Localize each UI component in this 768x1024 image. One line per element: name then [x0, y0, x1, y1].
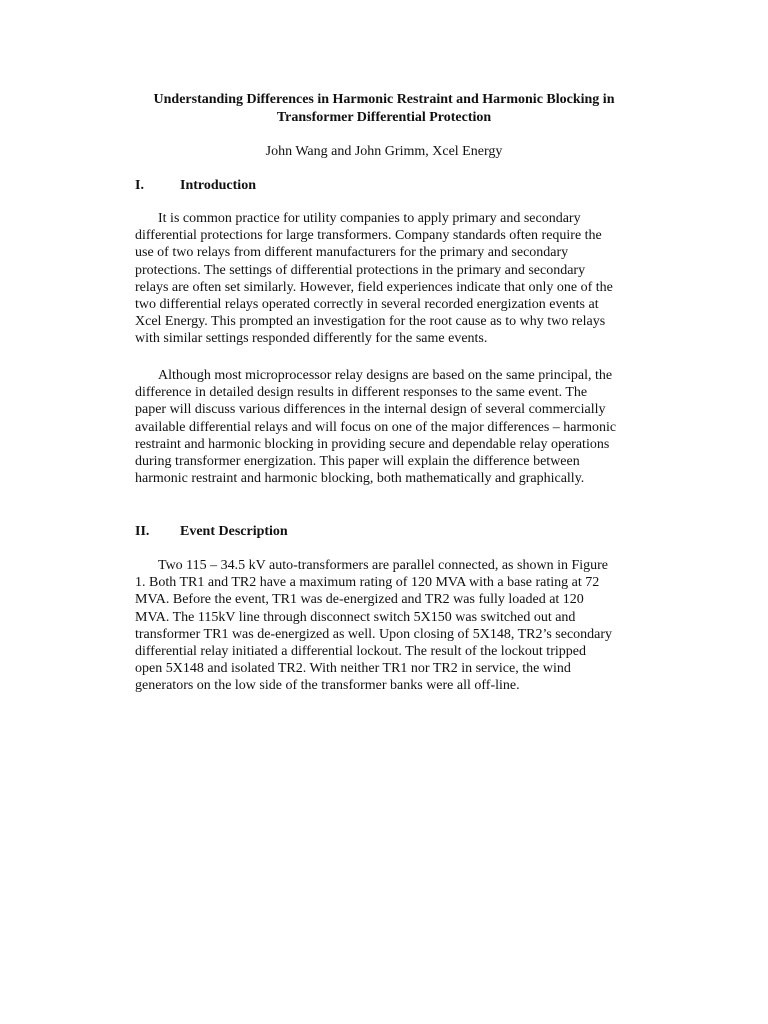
text-line: It is common practice for utility companies to apply primary and secondary: [158, 211, 581, 226]
text-line: during transformer energization. This paper will explain the difference between: [135, 454, 580, 470]
text-line: difference in detailed design results in different responses to the same event. The: [135, 385, 588, 401]
paragraph: [135, 210, 635, 348]
text-line: relays are often set similarly. However, field experiences indicate that only one of the: [135, 279, 613, 295]
section-heading: [135, 523, 288, 541]
text-line: differential relay initiated a differential lockout. The result of the lockout tripped: [135, 644, 586, 660]
text-line: differential protections for large transformers. Company standards often require the: [135, 228, 602, 244]
text-line: Although most microprocessor relay designs are based on the same principal, the: [158, 368, 613, 383]
paragraph: [135, 557, 635, 695]
section-title: Event Description: [180, 524, 288, 539]
text-line: open 5X148 and isolated TR2. With neither TR1 nor TR2 in service, the wind: [135, 661, 571, 677]
text-line: protections. The settings of differential protections in the primary and secondary: [135, 262, 586, 278]
text-line: paper will discuss various differences in the internal design of several commercially: [135, 402, 606, 418]
section-number: I.: [135, 178, 144, 193]
text-line: Two 115 – 34.5 kV auto-transformers are parallel connected, as shown in Figure: [158, 558, 609, 573]
text-line: MVA. Before the event, TR1 was de-energized and TR2 was fully loaded at 120: [135, 592, 584, 608]
text-line: 1. Both TR1 and TR2 have a maximum rating of 120 MVA with a base rating at 72: [135, 575, 600, 591]
text-line: restraint and harmonic blocking in providing secure and dependable relay operations: [135, 436, 610, 452]
title-line: Understanding Differences in Harmonic Restraint and Harmonic Blocking in: [153, 92, 615, 107]
text-line: available differential relays and will focus on one of the major differences – harmonic: [135, 419, 617, 435]
text-line: MVA. The 115kV line through disconnect switch 5X150 was switched out and: [135, 609, 576, 625]
section-title: Introduction: [180, 178, 256, 193]
text-line: with similar settings responded differently for the same events.: [135, 331, 488, 347]
text-line: two differential relays operated correctly in several recorded energization events at: [135, 297, 599, 313]
section-heading: [135, 177, 256, 195]
text-line: generators on the low side of the transformer banks were all off-line.: [135, 678, 520, 694]
text-line: transformer TR1 was de-energized as well. Upon closing of 5X148, TR2’s secondary: [135, 626, 613, 642]
paper-title: [120, 91, 648, 127]
paragraph: [135, 367, 635, 487]
title-line: Transformer Differential Protection: [276, 110, 492, 125]
text-line: harmonic restraint and harmonic blocking, both mathematically and graphically.: [135, 471, 585, 487]
text-line: Xcel Energy. This prompted an investigation for the root cause as to why two relays: [135, 314, 606, 330]
text-line: use of two relays from different manufacturers for the primary and secondary: [135, 245, 569, 261]
section-number: II.: [135, 524, 150, 539]
author-line: John Wang and John Grimm, Xcel Energy: [265, 144, 503, 159]
